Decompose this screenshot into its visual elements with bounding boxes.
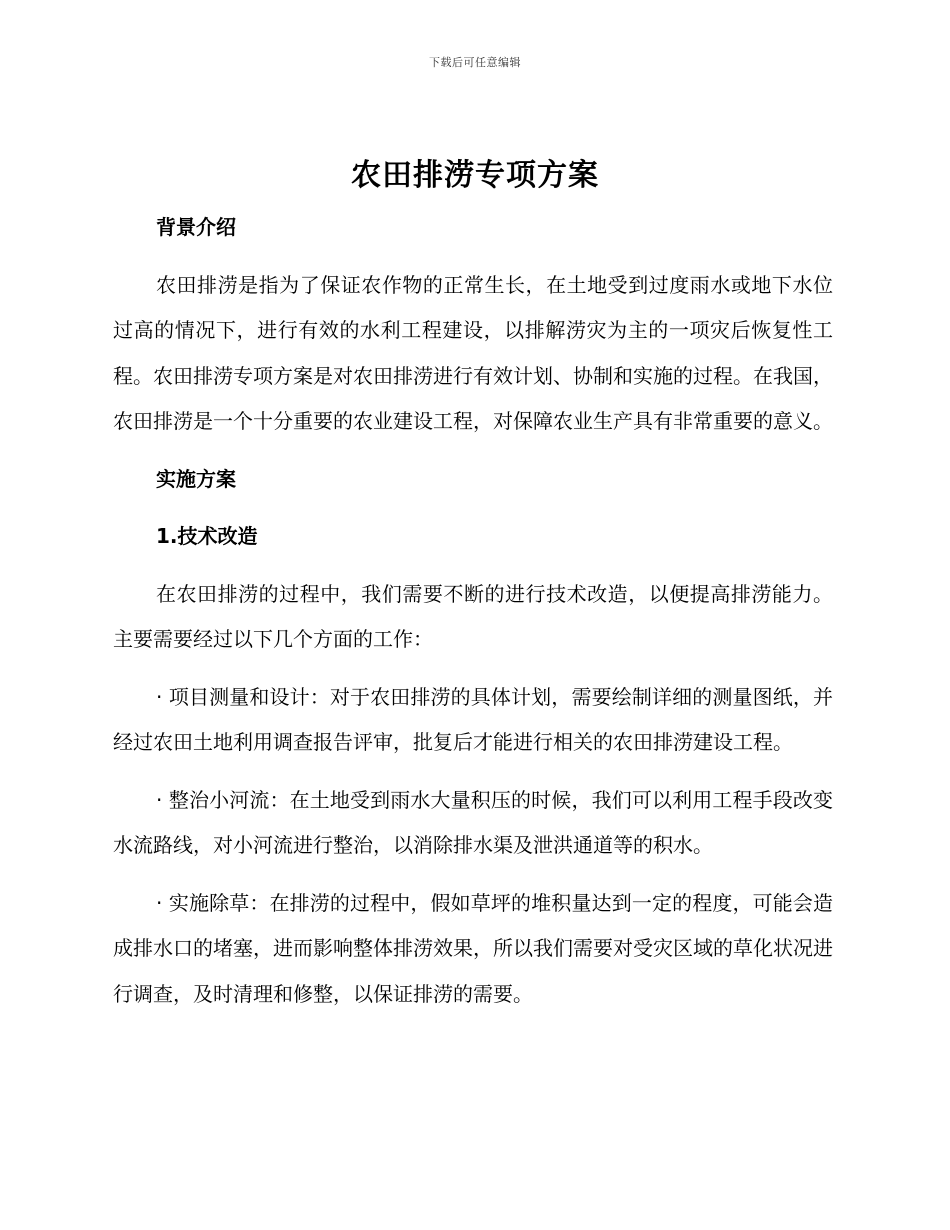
header-note: 下载后可任意编辑 bbox=[429, 56, 521, 69]
document-title: 农田排涝专项方案 bbox=[351, 158, 599, 193]
bullet-weeding: · 实施除草：在排涝的过程中，假如草坪的堆积量达到一定的程度，可能会造成排水口的堵塞，进而影响整体排涝效果，所以我们需要对受灾区域的草化状况进行调查，及时清理和修整，以保证排涝的需要。 bbox=[113, 890, 833, 1006]
subsection-heading-tech: 1.技术改造 bbox=[156, 524, 258, 548]
document-body bbox=[113, 205, 833, 1017]
paragraph-background: 农田排涝是指为了保证农作物的正常生长，在土地受到过度雨水或地下水位过高的情况下，进行有效的水利工程建设，以排解涝灾为主的一项灾后恢复性工程。农田排涝专项方案是对农田排涝进行有效计划、协制和实施的过程。在我国，农田排涝是一个十分重要的农业建设工程，对保障农业生产具有非常重要的意义。 bbox=[113, 272, 833, 433]
section-heading-plan: 实施方案 bbox=[156, 466, 236, 491]
paragraph-tech-intro: 在农田排涝的过程中，我们需要不断的进行技术改造，以便提高排涝能力。主要需要经过以下几个方面的工作： bbox=[113, 581, 833, 651]
section-heading-background: 背景介绍 bbox=[156, 215, 236, 239]
bullet-river-regulation: · 整治小河流：在土地受到雨水大量积压的时候，我们可以利用工程手段改变水流路线，对小河流进行整治，以消除排水渠及泄洪通道等的积水。 bbox=[113, 787, 833, 857]
bullet-survey-design: · 项目测量和设计：对于农田排涝的具体计划，需要绘制详细的测量图纸，并经过农田土地利用调查报告评审，批复后才能进行相关的农田排涝建设工程。 bbox=[113, 684, 833, 754]
